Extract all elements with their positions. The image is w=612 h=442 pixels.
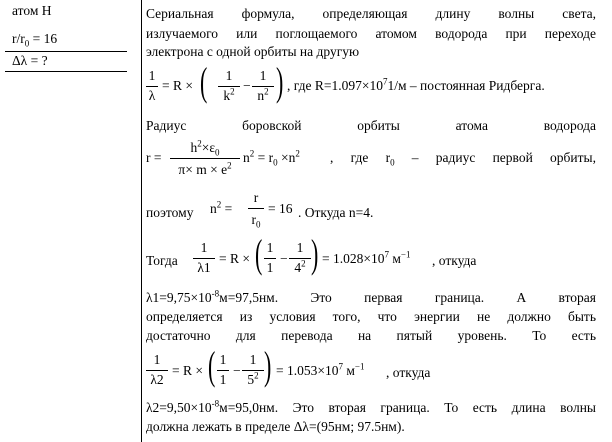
given-separator bbox=[5, 51, 127, 52]
given-separator-bottom bbox=[5, 71, 127, 72]
given-atom: атом Н bbox=[12, 3, 52, 18]
radius-tail: , где r bbox=[330, 150, 391, 165]
lambda2-line: $\lambda 2=9,50\times 10^{-8}м=95,0нм$. Это вторая граница. То есть длина волны bbox=[146, 398, 596, 415]
given-ratio: $r/r_0 = 16$ bbox=[12, 31, 58, 49]
condition-line-2: определяется из условия того, что энергии не должно быть bbox=[146, 309, 596, 324]
column-divider bbox=[141, 0, 142, 442]
intro-line-2: излучаемого или поглощаемого атомом водорода при переходе bbox=[146, 26, 596, 41]
condition-line-3: достаточно для перевода на пятый уровень. То есть bbox=[146, 328, 596, 343]
intro-line-3: электрона с одной орбиты на другую bbox=[146, 44, 360, 59]
rydberg-text: , где R=1.097×10 bbox=[287, 78, 383, 93]
radius-intro: Радиус боровской орбиты атома водорода bbox=[146, 118, 596, 133]
intro-line-1: Сериальная формула, определяющая длину волны света, bbox=[146, 6, 596, 21]
lambda1-line: $\lambda 1=9,75\times 10^{-8}м=97,5нм$. Это первая граница. А вторая bbox=[146, 288, 596, 305]
given-find: Δλ = ? bbox=[12, 53, 48, 68]
final-answer: должна лежать в пределе Δλ=(95нм; 97.5нм). bbox=[146, 419, 405, 434]
